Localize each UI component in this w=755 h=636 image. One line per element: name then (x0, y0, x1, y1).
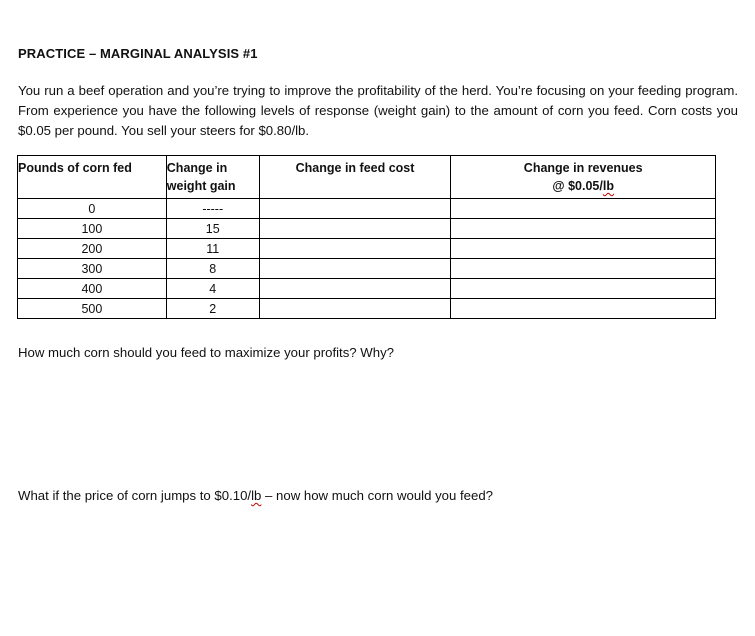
header-gain-line1: Change in (166, 161, 228, 175)
cell-revenue (451, 259, 716, 279)
table-row (18, 239, 716, 259)
header-revenue-line2-unit: lb (602, 179, 614, 193)
cell-feed-cost (259, 279, 451, 299)
cell-corn: 100 (18, 219, 167, 239)
cell-feed-cost (259, 219, 451, 239)
intro-paragraph: You run a beef operation and you’re trying to improve the profitability of the herd. You’re focusing on your feeding program. From experience you have the following levels of response (weight gain) to the amount of corn you feed. Corn costs you $0.05 per pound. You sell your steers for $0.80/lb. (18, 83, 738, 138)
cell-corn: 200 (18, 239, 167, 259)
document-title: PRACTICE – MARGINAL ANALYSIS #1 (18, 46, 258, 61)
header-pounds-of-corn-label: Pounds of corn fed (18, 161, 132, 175)
cell-revenue (451, 219, 716, 239)
marginal-analysis-table (17, 155, 716, 319)
question2-prefix: What if the price of corn jumps to $0.10/ (18, 488, 252, 503)
table-row (18, 199, 716, 219)
cell-revenue (451, 239, 716, 259)
cell-feed-cost (259, 299, 451, 319)
cell-feed-cost (259, 239, 451, 259)
cell-gain: ----- (166, 199, 259, 219)
cell-feed-cost (259, 259, 451, 279)
header-change-in-revenues (451, 156, 716, 199)
header-change-in-feed-cost (259, 156, 451, 199)
table-row (18, 279, 716, 299)
cell-corn: 300 (18, 259, 167, 279)
header-revenue-line2-prefix: @ $0.05/ (552, 179, 603, 193)
cell-revenue (451, 279, 716, 299)
cell-gain: 4 (166, 279, 259, 299)
question-corn-price-jump (18, 488, 493, 503)
cell-revenue (451, 199, 716, 219)
cell-revenue (451, 299, 716, 319)
header-gain-line2: weight gain (166, 179, 236, 193)
cell-gain: 11 (166, 239, 259, 259)
cell-gain: 2 (166, 299, 259, 319)
question-maximize-profits: How much corn should you feed to maximize your profits? Why? (18, 345, 395, 360)
cell-gain: 15 (166, 219, 259, 239)
header-feed-cost-label: Change in feed cost (295, 161, 415, 175)
header-change-in-weight-gain (166, 156, 259, 199)
cell-corn: 0 (18, 199, 167, 219)
table-row (18, 219, 716, 239)
table-row (18, 259, 716, 279)
table-row (18, 299, 716, 319)
cell-gain: 8 (166, 259, 259, 279)
header-revenue-line1: Change in revenues (523, 161, 643, 175)
header-pounds-of-corn (18, 156, 167, 199)
question2-unit: lb (251, 488, 262, 503)
table-header-row (18, 156, 716, 199)
question2-suffix: – now how much corn would you feed? (261, 488, 494, 503)
cell-corn: 400 (18, 279, 167, 299)
cell-feed-cost (259, 199, 451, 219)
cell-corn: 500 (18, 299, 167, 319)
